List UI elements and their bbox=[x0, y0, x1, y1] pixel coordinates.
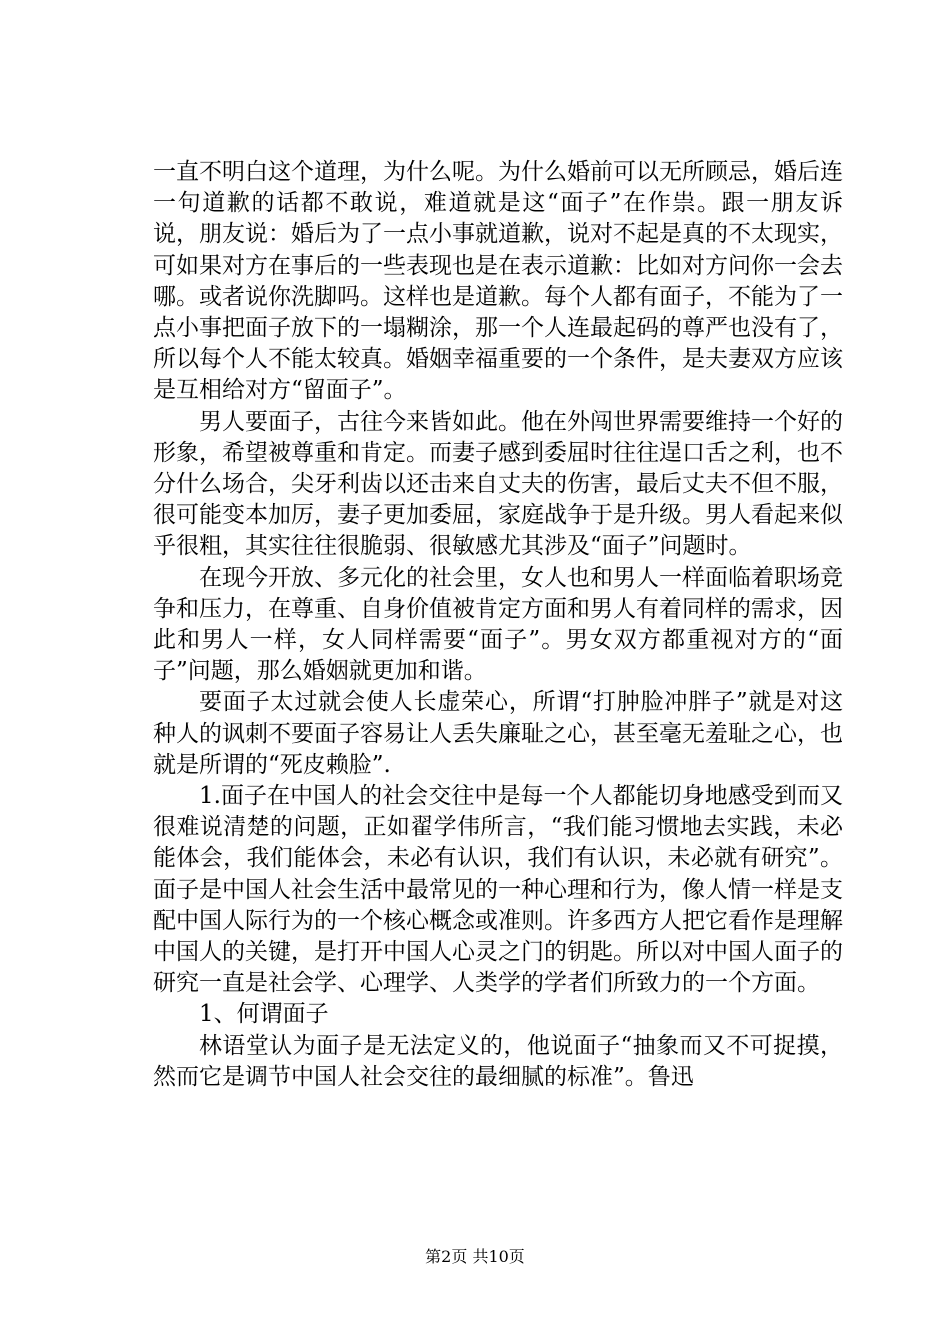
paragraph-2: 男人要面子，古往今来皆如此。他在外闯世界需要维持一个好的形象，希望被尊重和肯定。而妻子感到委屈时往往逞口舌之利，也不分什么场合，尖牙利齿以还击来自丈夫的伤害，最后丈夫不但不服，很可能变本加厉，妻子更加委屈，家庭战争于是升级。男人看起来似乎很粗，其实往往很脆弱、很敏感尤其涉及“面子”问题时。 bbox=[153, 408, 843, 560]
page-number-footer: 第2页 共10页 bbox=[425, 1247, 525, 1266]
paragraph-4: 要面子太过就会使人长虚荣心，所谓“打肿脸冲胖子”就是对这种人的讽刺不要面子容易让人丢失廉耻之心，甚至毫无羞耻之心，也就是所谓的“死皮赖脸”. bbox=[153, 689, 843, 778]
paragraph-5: 1.面子在中国人的社会交往中是每一个人都能切身地感受到而又很难说清楚的问题，正如翟学伟所言，“我们能习惯地去实践，未必能体会，我们能体会，未必有认识，我们有认识，未必就有研究”。面子是中国人社会生活中最常见的一种心理和行为，像人情一样是支配中国人际行为的一个核心概念或准则。许多西方人把它看作是理解中国人的关键，是打开中国人心灵之门的钥匙。所以对中国人面子的研究一直是社会学、心理学、人类学的学者们所致力的一个方面。 bbox=[153, 783, 843, 997]
document-body bbox=[153, 157, 843, 1093]
paragraph-3: 在现今开放、多元化的社会里，女人也和男人一样面临着职场竞争和压力，在尊重、自身价值被肯定方面和男人有着同样的需求，因此和男人一样，女人同样需要“面子”。男女双方都重视对方的“面子”问题，那么婚姻就更加和谐。 bbox=[153, 564, 843, 685]
section-heading: 1、何谓面子 bbox=[199, 1001, 329, 1028]
paragraph-1: 一直不明白这个道理，为什么呢。为什么婚前可以无所顾忌，婚后连一句道歉的话都不敢说，难道就是这“面子”在作祟。跟一朋友诉说，朋友说：婚后为了一点小事就道歉，说对不起是真的不太现实，可如果对方在事后的一些表现也是在表示道歉：比如对方问你一会去哪。或者说你洗脚吗。这样也是道歉。每个人都有面子，不能为了一点小事把面子放下的一塌糊涂，那一个人连最起码的尊严也没有了，所以每个人不能太较真。婚姻幸福重要的一个条件，是夫妻双方应该是互相给对方“留面子”。 bbox=[153, 159, 843, 404]
paragraph-6: 林语堂认为面子是无法定义的，他说面子“抽象而又不可捉摸，然而它是调节中国人社会交往的最细腻的标准”。鲁迅 bbox=[153, 1032, 843, 1090]
